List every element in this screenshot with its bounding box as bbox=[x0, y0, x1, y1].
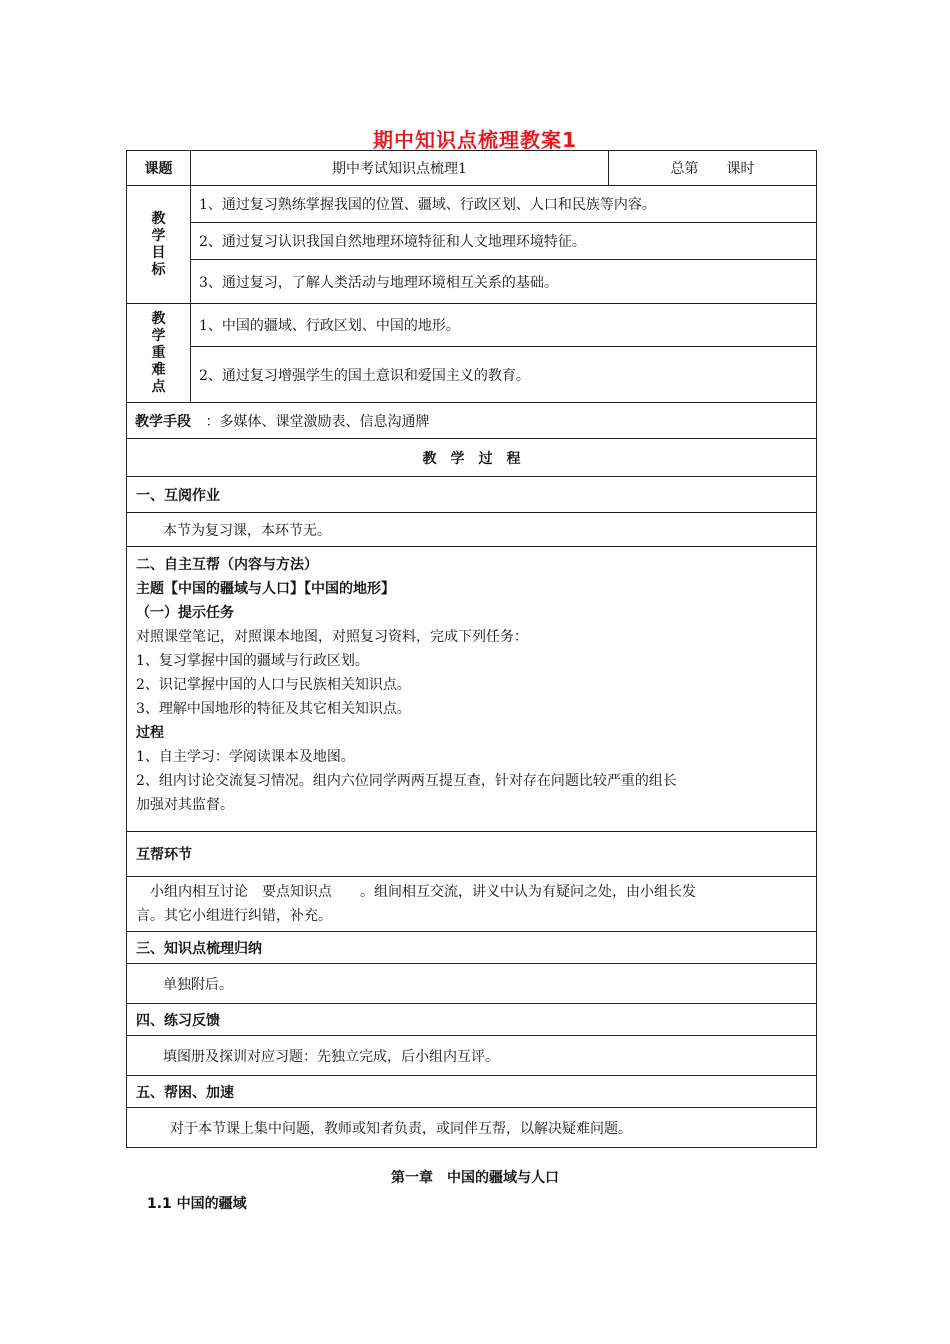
means-text: ：多媒体、课堂激励表、信息沟通牌 bbox=[205, 413, 430, 430]
lesson-plan-table bbox=[126, 150, 817, 1148]
step-item: 1、自主学习：学阅读课本及地图。 bbox=[136, 749, 355, 765]
section-heading: 二、自主互帮（内容与方法） bbox=[136, 557, 318, 573]
interaction-line: 言。其它小组进行纠错，补充。 bbox=[136, 908, 332, 924]
chapter-heading: 第一章 中国的疆域与人口 bbox=[391, 1170, 559, 1186]
section-text: 本节为复习课，本环节无。 bbox=[127, 513, 817, 547]
document-title: 期中知识点梳理教案1 bbox=[373, 128, 577, 152]
subsection-heading: 1.1 中国的疆域 bbox=[147, 1196, 247, 1212]
step-item: 2、组内讨论交流复习情况。组内六位同学两两互提互查，针对存在问题比较严重的组长 bbox=[136, 773, 677, 789]
topic-value: 期中考试知识点梳理1 bbox=[191, 151, 609, 186]
section-text: 对于本节课上集中问题，教师或知者负责，或同伴互帮，以解决疑难问题。 bbox=[127, 1108, 817, 1148]
keypoint-item: 1、中国的疆域、行政区划、中国的地形。 bbox=[191, 304, 817, 347]
process-title: 教 学 过 程 bbox=[127, 439, 817, 477]
subheading: （一）提示任务 bbox=[136, 605, 234, 621]
goals-label: 教学目标 bbox=[127, 186, 191, 304]
section-heading: 互帮环节 bbox=[127, 832, 817, 877]
section-heading: 五、帮困、加速 bbox=[127, 1076, 817, 1108]
goal-item: 3、通过复习，了解人类活动与地理环境相互关系的基础。 bbox=[191, 260, 817, 304]
section-text: 单独附后。 bbox=[127, 964, 817, 1004]
step-item: 加强对其监督。 bbox=[136, 797, 234, 813]
task-item: 3、理解中国地形的特征及其它相关知识点。 bbox=[136, 701, 411, 717]
period-field: 总第 课时 bbox=[609, 151, 817, 186]
task-item: 2、识记掌握中国的人口与民族相关知识点。 bbox=[136, 677, 411, 693]
interaction-line: 小组内相互讨论 要点知识点 。组间相互交流，讲义中认为有疑问之处，由小组长发 bbox=[150, 884, 696, 900]
header-row bbox=[127, 151, 817, 186]
subheading: 过程 bbox=[136, 725, 164, 741]
self-study-block bbox=[127, 547, 817, 832]
task-item: 1、复习掌握中国的疆域与行政区划。 bbox=[136, 653, 369, 669]
goal-item: 2、通过复习认识我国自然地理环境特征和人文地理环境特征。 bbox=[191, 223, 817, 260]
section-heading: 四、练习反馈 bbox=[127, 1004, 817, 1036]
means-row bbox=[127, 403, 817, 439]
theme-line: 主题【中国的疆域与人口】【中国的地形】 bbox=[136, 581, 395, 597]
intro-line: 对照课堂笔记，对照课本地图，对照复习资料，完成下列任务： bbox=[136, 629, 528, 645]
section-heading: 三、知识点梳理归纳 bbox=[127, 932, 817, 964]
keypoints-label: 教学重难点 bbox=[127, 304, 191, 403]
means-label: 教学手段 bbox=[135, 413, 191, 430]
keypoint-item: 2、通过复习增强学生的国土意识和爱国主义的教育。 bbox=[191, 347, 817, 403]
section-heading: 一、互阅作业 bbox=[127, 477, 817, 513]
section-text: 填图册及探训对应习题：先独立完成，后小组内互评。 bbox=[127, 1036, 817, 1076]
topic-label: 课题 bbox=[127, 151, 191, 186]
goal-item: 1、通过复习熟练掌握我国的位置、疆域、行政区划、人口和民族等内容。 bbox=[191, 186, 817, 223]
interaction-block bbox=[127, 877, 817, 932]
